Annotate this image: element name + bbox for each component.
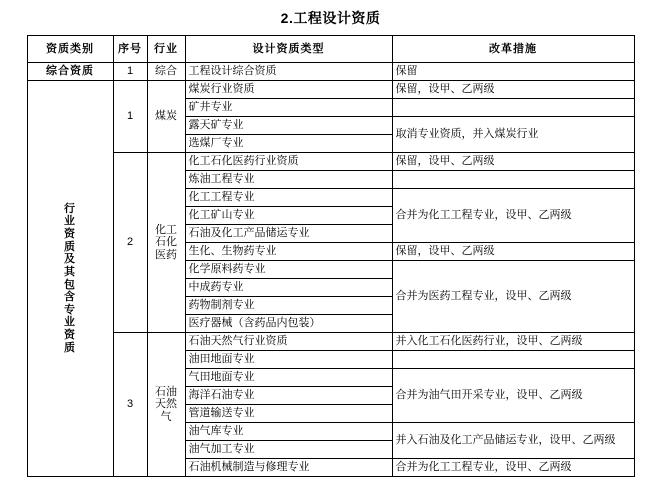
- design-type: 油气加工专业: [185, 441, 392, 459]
- design-type: 医疗器械（含药品内包装）: [185, 315, 392, 333]
- table-row: [27, 153, 634, 171]
- table-row: [27, 63, 634, 81]
- reform-measure: 保留，设甲、乙两级: [392, 243, 634, 261]
- design-type: 露天矿专业: [185, 117, 392, 135]
- design-type: 煤炭行业资质: [185, 81, 392, 99]
- table-row: [27, 333, 634, 351]
- reform-measure: 合并为化工工程专业，设甲、乙两级: [392, 189, 634, 243]
- category-cell-comprehensive: 综合资质: [27, 63, 113, 81]
- design-type: 油气库专业: [185, 423, 392, 441]
- category-label-industry: 行 业 资 质 及 其 包 含 专 业 资 质: [64, 202, 76, 354]
- design-type: 石油及化工产品储运专业: [185, 225, 392, 243]
- row-number: 1: [113, 63, 147, 81]
- design-type: 工程设计综合资质: [185, 63, 392, 81]
- table-row: [27, 81, 634, 99]
- design-type: 中成药专业: [185, 279, 392, 297]
- design-type: 化工石化医药行业资质: [185, 153, 392, 171]
- reform-measure: 保留，设甲、乙两级: [392, 81, 634, 99]
- reform-measure: 并入石油及化工产品储运专业，设甲、乙两级: [392, 423, 634, 459]
- column-header-number: 序号: [113, 36, 147, 63]
- design-type: 化工矿山专业: [185, 207, 392, 225]
- design-type: 管道输送专业: [185, 405, 392, 423]
- column-header-design-type: 设计资质类型: [185, 36, 392, 63]
- design-type: 矿井专业: [185, 99, 392, 117]
- reform-measure: 合并为油气田开采专业，设甲、乙两级: [392, 369, 634, 423]
- design-type: 海洋石油专业: [185, 387, 392, 405]
- table-header: [27, 36, 634, 63]
- design-type: 气田地面专业: [185, 369, 392, 387]
- design-type: 选煤厂专业: [185, 135, 392, 153]
- reform-measure: [392, 351, 634, 369]
- row-number: 1: [113, 81, 147, 153]
- column-header-industry: 行业: [147, 36, 185, 63]
- column-header-reform-measure: 改革措施: [392, 36, 634, 63]
- design-type: 药物制剂专业: [185, 297, 392, 315]
- qualification-table: [27, 35, 635, 477]
- design-type: 化学原料药专业: [185, 261, 392, 279]
- design-type: 炼油工程专业: [185, 171, 392, 189]
- table-header-row: [27, 36, 634, 63]
- industry-name: 综合: [147, 63, 185, 81]
- design-type: 石油天然气行业资质: [185, 333, 392, 351]
- reform-measure: [392, 171, 634, 189]
- page-title: 2.工程设计资质: [280, 10, 381, 26]
- column-header-category: 资质类别: [27, 36, 113, 63]
- category-cell-industry: [27, 81, 113, 477]
- industry-name: 煤炭: [147, 81, 185, 153]
- industry-name: 化工石化医药: [147, 153, 185, 333]
- design-type: 生化、生物药专业: [185, 243, 392, 261]
- table-body: [27, 63, 634, 477]
- reform-measure: 合并为医药工程专业，设甲、乙两级: [392, 261, 634, 333]
- reform-measure: 并入化工石化医药行业，设甲、乙两级: [392, 333, 634, 351]
- industry-name: 石油天然气: [147, 333, 185, 477]
- reform-measure: 合并为化工工程专业，设甲、乙两级: [392, 459, 634, 477]
- row-number: 3: [113, 333, 147, 477]
- reform-measure: 取消专业资质，并入煤炭行业: [392, 117, 634, 153]
- reform-measure: [392, 99, 634, 117]
- reform-measure: 保留: [392, 63, 634, 81]
- row-number: 2: [113, 153, 147, 333]
- reform-measure: 保留，设甲、乙两级: [392, 153, 634, 171]
- design-type: 油田地面专业: [185, 351, 392, 369]
- design-type: 石油机械制造与修理专业: [185, 459, 392, 477]
- design-type: 化工工程专业: [185, 189, 392, 207]
